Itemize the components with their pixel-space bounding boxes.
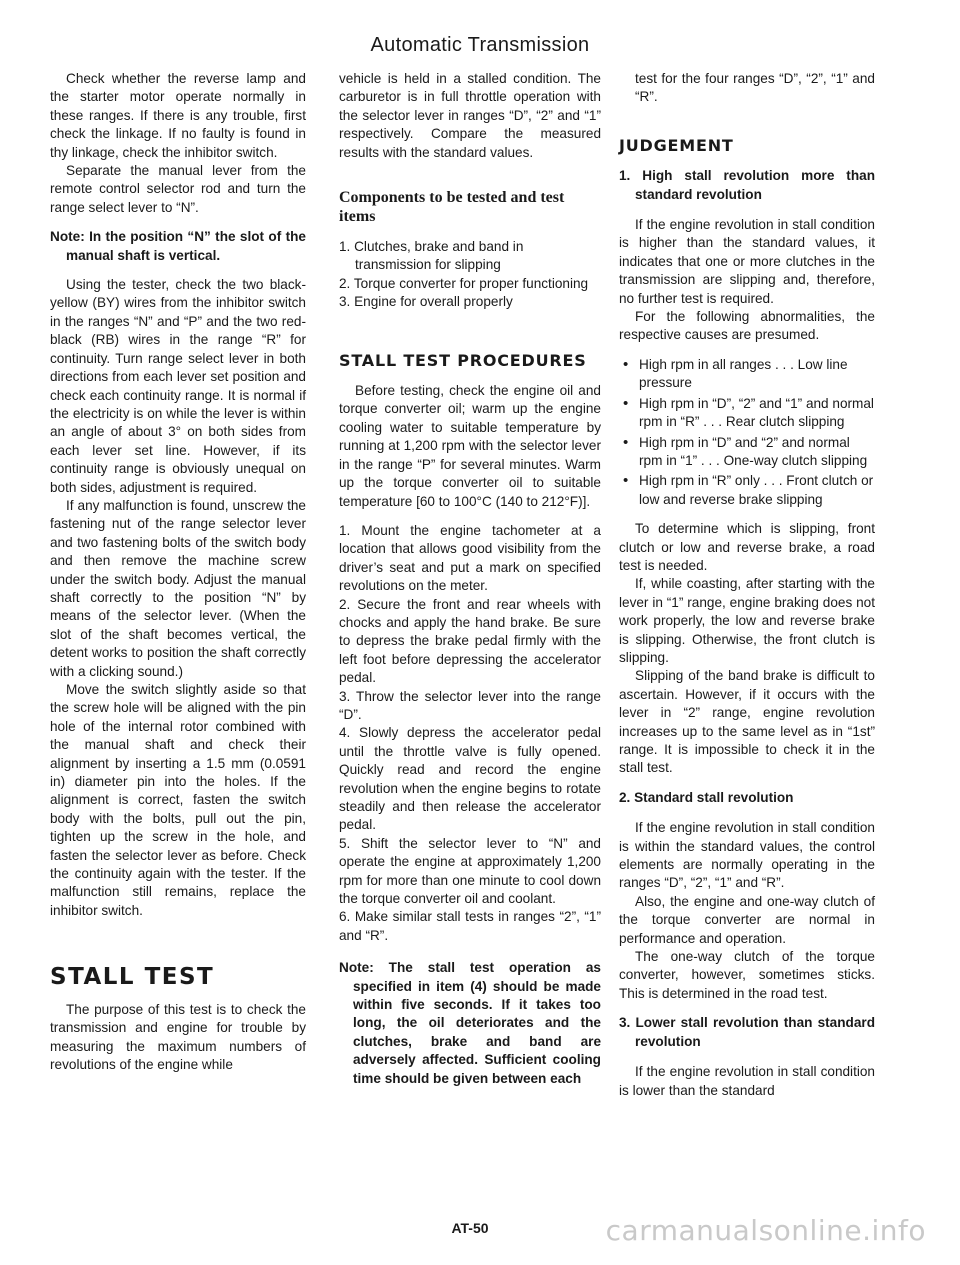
procedure-step: 1. Mount the engine tachometer at a location that allows good visibility from the driver’s seat and put a mark on specified revolutions on the meter.: [339, 522, 601, 594]
note: Note: The stall test operation as specified in item (4) should be made within five seconds. If it takes too long, the oil deteriorates and the clutches, brake and band are adversely affected. Sufficient cooling time should be given between each: [339, 960, 601, 1086]
paragraph: test for the four ranges “D”, “2”, “1” and “R”.: [635, 71, 875, 105]
list-item: 3. Engine for overall properly: [339, 294, 513, 310]
paragraph: The one-way clutch of the torque converter, however, sometimes sticks. This is determined in the road test.: [619, 949, 875, 1001]
procedure-step: 6. Make similar stall tests in ranges “2”, “1” and “R”.: [339, 909, 601, 943]
paragraph: Also, the engine and one-way clutch of the torque converter are normal in performance and operation.: [619, 893, 875, 946]
subheading: 2. Standard stall revolution: [619, 789, 794, 805]
paragraph: If any malfunction is found, unscrew the fastening nut of the range selector lever and two fastening bolts of the switch body and then remove the machine screw under the switch body. Adjust the manual shaft correctly to the position “N” by means of the selector lever. (When the slot of the shaft becomes vertical, the detent works to position the shaft correctly with a clicking sound.): [50, 497, 306, 679]
procedure-step: 3. Throw the selector lever into the range “D”.: [339, 688, 601, 722]
list-item: 1. Clutches, brake and band in transmission for slipping: [339, 239, 524, 273]
list-item: 2. Torque converter for proper functioning: [339, 275, 589, 291]
section-heading-stall-test: STALL TEST: [50, 964, 215, 991]
paragraph: Check whether the reverse lamp and the starter motor operate normally in these ranges. If there is any trouble, first check the linkage. If no faulty is found in thy linkage, check the inhibitor switch.: [50, 71, 306, 160]
page-number: AT-50: [451, 1220, 489, 1236]
watermark: carmanualsonline.info: [605, 1214, 926, 1247]
section-heading-components: Components to be tested and test items: [339, 189, 565, 226]
paragraph: For the following abnormalities, the respective causes are presumed.: [619, 309, 875, 343]
paragraph: Move the switch slightly aside so that the screw hole will be aligned with the pin hole of the internal rotor combined with the manual shaft and check their alignment by inserting a 1.5 mm (0.0591 in) diameter pin into the holes. If the alignment is correct, fasten the switch body with the bolts, pull out the pin, tighten up the screw in the hole, and fasten the selector lever as before. Check the continuity again with the tester. If the malfunction still remains, replace the inhibitor switch.: [50, 682, 306, 918]
paragraph: The purpose of this test is to check the transmission and engine for trouble by measuring the maximum numbers of revolutions of the engine while: [50, 1001, 306, 1072]
list-item: • High rpm in “D”, “2” and “1” and normal rpm in “R” . . . Rear clutch slipping: [619, 395, 875, 432]
column-middle: [339, 70, 601, 1099]
procedure-steps: [339, 522, 601, 945]
paragraph: If the engine revolution in stall condition is higher than the standard values, it indicates that one or more clutches in the transmission are slipping and, therefore, no further test is required.: [619, 217, 875, 306]
abnormalities-list: [619, 356, 875, 509]
paragraph: If, while coasting, after starting with the lever in “1” range, engine braking does not work properly, the low and reverse brake is slipping. Otherwise, the front clutch is slipping.: [619, 576, 875, 665]
subheading: 3. Lower stall revolution than standard revolution: [619, 1015, 875, 1049]
paragraph: If the engine revolution in stall condition is within the standard values, the control elements are normally operating in the ranges “D”, “2”, “1” and “R”.: [619, 820, 875, 891]
paragraph: To determine which is slipping, front clutch or low and reverse brake, a road test is needed.: [619, 521, 875, 573]
procedure-step: 5. Shift the selector lever to “N” and operate the engine at approximately 1,200 rpm for more than one minute to cool down the torque converter oil and coolant.: [339, 835, 601, 907]
list-item: • High rpm in all ranges . . . Low line pressure: [619, 356, 875, 393]
list-item: • High rpm in “R” only . . . Front clutch or low and reverse brake slipping: [619, 472, 875, 509]
paragraph: Separate the manual lever from the remote control selector rod and turn the range select lever to “N”.: [50, 163, 306, 215]
column-left: [50, 70, 306, 1074]
components-list: [339, 238, 601, 312]
list-item: • High rpm in “D” and “2” and normal rpm in “1” . . . One-way clutch slipping: [619, 434, 875, 471]
subheading: 1. High stall revolution more than standard revolution: [619, 168, 875, 202]
column-right: [619, 70, 875, 1100]
paragraph: vehicle is held in a stalled condition. The carburetor is in full throttle operation with the selector lever in ranges “D”, “2” and “1” respectively. Compare the measured results with the standard values.: [339, 71, 601, 160]
paragraph: If the engine revolution in stall condition is lower than the standard: [619, 1064, 875, 1098]
paragraph: Using the tester, check the two black-yellow (BY) wires from the inhibitor switch in the ranges “N” and “P” and the two red-black (RB) wires in the range “R” for continuity. Turn range select lever in both directions from each lever set position and check each continuity range. It is normal if the electricity is on while the lever is within an angle of about 3° on both sides from each lever set line. However, if its continuity range is obviously unequal on both sides, adjustment is required.: [50, 277, 306, 495]
procedure-step: 4. Slowly depress the accelerator pedal until the throttle valve is fully opened. Quickly read and record the engine revolution when the engine begins to rotate steadily and then release the accelerator pedal.: [339, 725, 601, 833]
section-heading-procedures: STALL TEST PROCEDURES: [339, 350, 587, 370]
note: Note: In the position “N” the slot of the manual shaft is vertical.: [50, 229, 306, 263]
page-header: Automatic Transmission: [370, 34, 590, 56]
paragraph: Before testing, check the engine oil and torque converter oil; warm up the engine cooling water to suitable temperature by running at 1,200 rpm with the selector lever in the range “P” for several minutes. Warm up the torque converter oil to suitable temperature [60 to 100°C (140 to 212°F)].: [339, 383, 601, 509]
section-heading-judgement: JUDGEMENT: [619, 135, 734, 155]
paragraph: Slipping of the band brake is difficult to ascertain. However, if it occurs with the lever in “2” range, engine revolution increases up to the same level as in “1st” range. It is impossible to check it in the stall test.: [619, 668, 875, 776]
procedure-step: 2. Secure the front and rear wheels with chocks and apply the hand brake. Be sure to depress the brake pedal firmly with the left foot before depressing the accelerator pedal.: [339, 596, 601, 686]
